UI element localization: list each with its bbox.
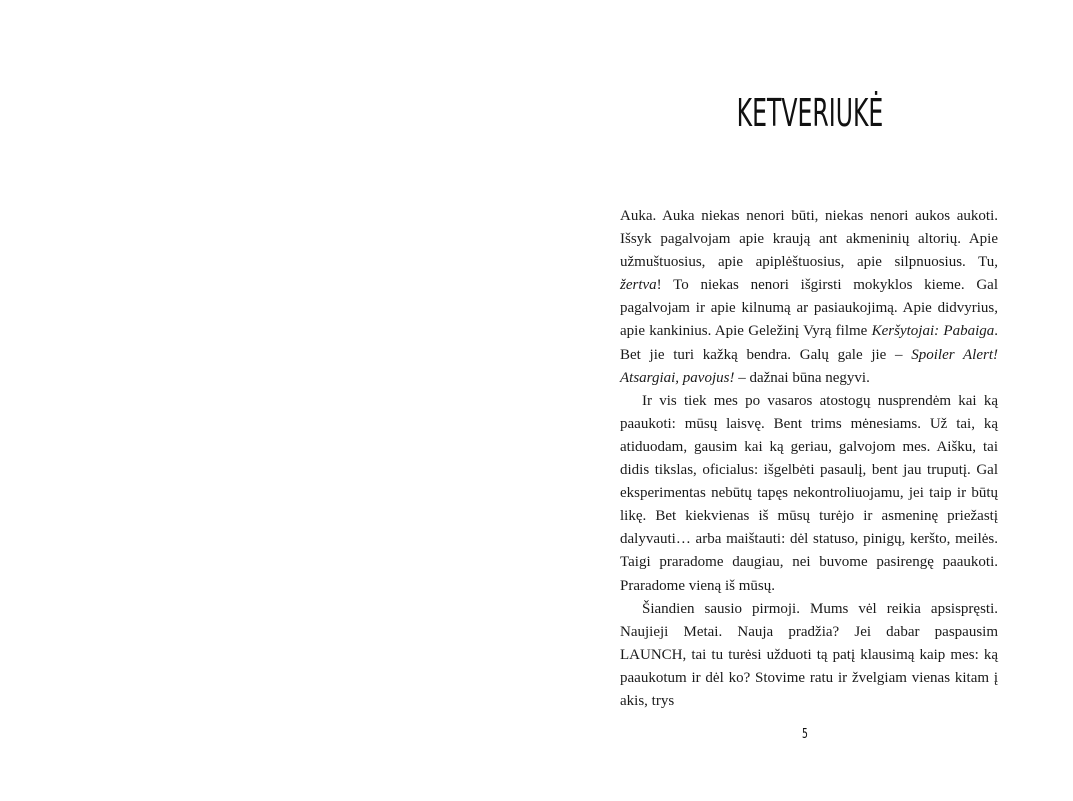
text-segment: Šiandien sausio pirmoji. Mums vėl reikia apsispręsti. Naujieji Metai. Nauja pradžia? Jei dabar paspausim LAUNCH, tai tu turėsi užduoti tą patį klausimą kaip mes: ką paaukotum ir dėl ko? Stovime ratu ir žvelgiam vienas kitam į akis, trys — [620, 600, 998, 709]
right-page — [536, 0, 1073, 801]
text-segment-italic: žertva — [620, 277, 657, 294]
chapter-title: KETVERIUKĖ — [736, 91, 884, 135]
paragraph-2 — [620, 390, 998, 598]
paragraph-1 — [620, 205, 998, 390]
paragraph-3 — [620, 598, 998, 713]
left-page-blank — [0, 0, 536, 801]
text-segment: Auka. Auka niekas nenori būti, niekas nenori aukos aukoti. Išsyk pagalvojam apie kraują ant akmeninių altorių. Apie užmuštuosius, apie apiplėštuosius, apie silpnuosius. Tu, — [620, 208, 998, 271]
text-segment-italic: Keršytojai: Pabaiga — [871, 323, 995, 340]
text-segment: . Bet jie turi kažką bendra. Galų gale jie – — [620, 323, 998, 363]
text-segment-italic: Spoiler Alert! Atsargiai, pavojus! — [620, 346, 998, 386]
page-number: 5 — [802, 727, 808, 742]
text-segment: ! To niekas nenori išgirsti mokyklos kieme. Gal pagalvojam ir apie kilnumą ar pasiaukojimą. Apie didvyrius, apie kankinius. Apie Geležinį Vyrą filme — [620, 277, 998, 340]
text-segment: – dažnai būna negyvi. — [734, 369, 870, 386]
body-text — [620, 205, 998, 713]
text-segment: Ir vis tiek mes po vasaros atostogų nusprendėm kai ką paaukoti: mūsų laisvę. Bent trims mėnesiams. Už tai, ką atiduodam, gausim kai ką geriau, galvojom mes. Aišku, tai didis tikslas, oficialus: išgelbėti pasaulį, bent jau truputį. Gal eksperimentas nebūtų tapęs nekontroliuojamu, jei taip ir būtų likę. Bet kiekvienas iš mūsų turėjo ir asmeninę priežastį dalyvauti… arba maištauti: dėl statuso, pinigų, keršto, meilės. Taigi praradome daugiau, nei buvome pasirengę paaukoti. Praradome vieną iš mūsų. — [620, 392, 998, 594]
